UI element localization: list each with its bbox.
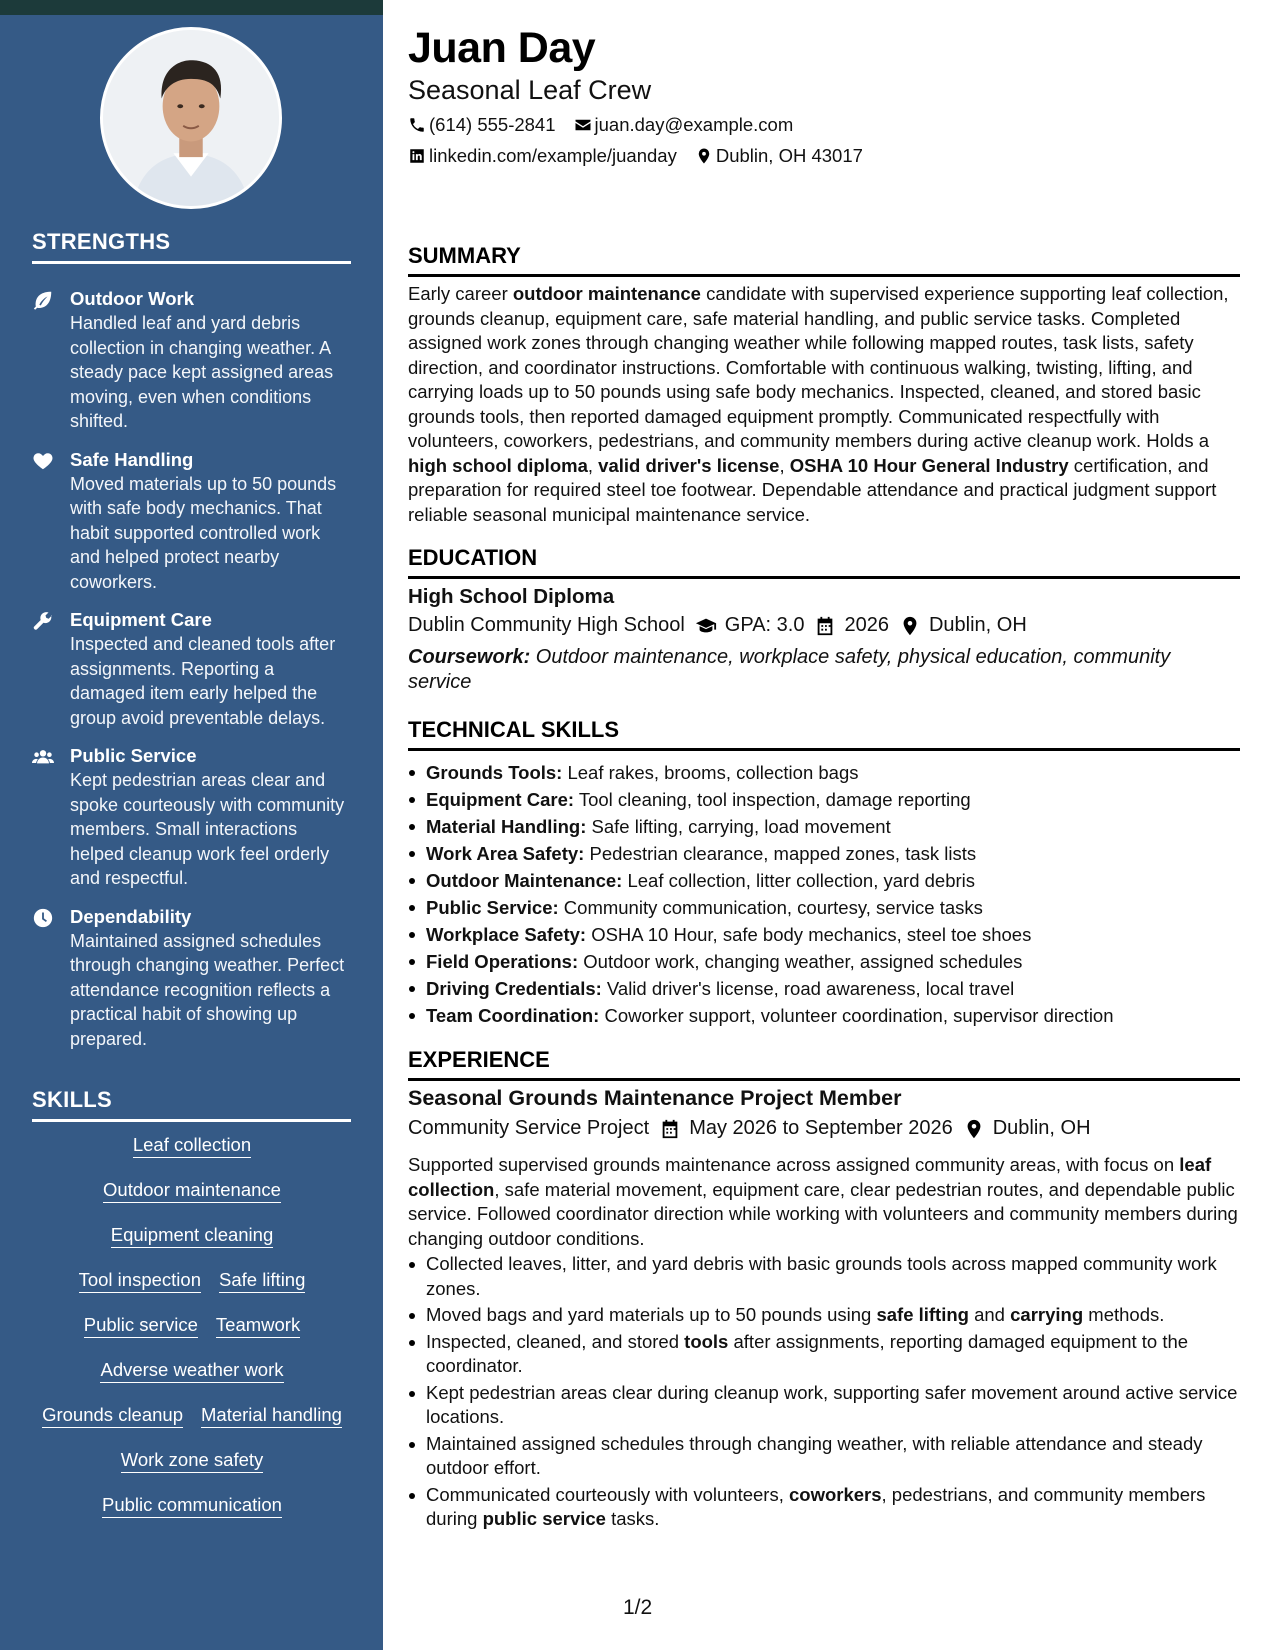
sidebar-top-bar [0,0,383,15]
summary-segment-bold: valid driver's license [598,454,780,476]
strength-description: Handled leaf and yard debris collection in changing weather. A steady pace kept assigned areas moving, even when conditions shifted. [70,313,334,431]
summary-segment: , [587,454,599,476]
list-item [408,813,1240,840]
job-details [408,1117,1091,1140]
list-item [408,1303,1240,1328]
profile-photo-illustration [103,30,279,206]
job-location: Dublin, OH [992,1117,1091,1139]
description-segment-bold: leaf collection [408,1154,1212,1200]
list-item [408,786,1240,813]
job-title: Seasonal Leaf Crew [408,75,652,105]
skill-values: OSHA 10 Hour, safe body mechanics, steel toe shoes [586,924,1032,945]
skill-category: Team Coordination: [426,1005,600,1026]
bullet-segment: and [968,1304,1011,1325]
leaf-icon [32,287,70,434]
education-details [408,614,1027,637]
job-description [408,1153,1240,1251]
technical-skills-heading: TECHNICAL SKILLS [408,717,1240,751]
strength-title: Safe Handling [70,448,194,470]
description-segment: , safe material movement, equipment care, clear pedestrian routes, and dependable public service. Followed coordinator direction while working with volunteers and community members during changing outdoor conditions. [408,1178,1238,1249]
summary-segment: certification, and preparation for required steel toe footwear. Dependable attendance and practical judgment support reliable seasonal municipal maintenance service. [408,454,1217,525]
skill-values: Leaf rakes, brooms, collection bags [562,762,859,783]
skill-values: Pedestrian clearance, mapped zones, task lists [584,843,977,864]
strength-title: Dependability [70,905,192,927]
skill-values: Community communication, courtesy, service tasks [558,897,983,918]
bullet-segment: Kept pedestrian areas clear during cleanup work, supporting safer movement around active service locations. [426,1381,1238,1427]
skill-values: Safe lifting, carrying, load movement [586,816,891,837]
location-text: Dublin, OH 43017 [715,145,863,166]
skill-tag: Material handling [201,1402,342,1428]
envelope-icon [574,116,592,134]
clock-icon [32,905,70,1052]
skill-tag: Teamwork [216,1312,300,1338]
skill-tag: Outdoor maintenance [103,1177,281,1203]
list-item [408,1330,1240,1379]
list-item [408,921,1240,948]
email-contact[interactable] [574,114,794,136]
skill-tag: Safe lifting [219,1267,305,1293]
list-item [408,1381,1240,1430]
summary-segment: Early career [408,283,513,304]
profile-photo [100,27,282,209]
skill-tag: Public communication [102,1492,282,1518]
skill-category: Public Service: [426,897,559,918]
list-item [408,759,1240,786]
list-item [408,1002,1240,1029]
bullet-segment: Maintained assigned schedules through changing weather, with reliable attendance and steady outdoor effort. [426,1432,1203,1478]
gpa: GPA: 3.0 [724,614,805,636]
strength-item [32,608,352,730]
job-dates: May 2026 to September 2026 [689,1117,953,1139]
skill-category: Equipment Care: [426,789,575,810]
job-achievements [408,1252,1240,1534]
technical-skills-list [408,759,1240,1029]
skill-category: Workplace Safety: [426,924,587,945]
skill-category: Outdoor Maintenance: [426,870,623,891]
strength-item [32,287,352,434]
summary-segment-bold: outdoor maintenance [512,283,701,304]
bullet-segment: , pedestrians, and community members during [426,1483,1206,1529]
strength-description: Moved materials up to 50 pounds with safe body mechanics. That habit supported controlled work and helped protect nearby coworkers. [70,473,337,592]
summary-segment: , [779,454,790,476]
bullet-segment-bold: public service [482,1508,606,1529]
skill-tag: Public service [84,1312,198,1338]
strengths-heading: STRENGTHS [32,229,351,264]
candidate-name: Juan Day [408,24,596,72]
phone-contact[interactable] [408,114,556,136]
list-item [408,1252,1240,1301]
list-item [408,1432,1240,1481]
coursework [408,645,1228,695]
skill-category: Driving Credentials: [426,978,602,999]
strength-description: Maintained assigned schedules through changing weather. Perfect attendance recognition reflects a practical habit of showing up prepared. [70,930,345,1049]
skill-values: Tool cleaning, tool inspection, damage reporting [574,789,971,810]
strength-item [32,905,352,1052]
bullet-segment: methods. [1083,1304,1165,1325]
summary-segment: candidate with supervised experience supporting leaf collection, grounds cleanup, equipment care, safe material handling, and public service tasks. Completed assigned work zones through changing weather while following mapped routes, task lists, safety direction, and coordinator instructions. Comfortable with continuous walking, twisting, lifting, and carrying loads up to 50 pounds using safe body mechanics. Inspected, cleaned, and stored basic grounds tools, then reported damaged equipment promptly. Communicated respectfully with volunteers, coworkers, pedestrians, and community members during active cleanup work. Holds a [408,283,1229,451]
graduation-cap-icon [695,615,717,637]
skill-category: Work Area Safety: [426,843,585,864]
list-item [408,894,1240,921]
skill-values: Leaf collection, litter collection, yard debris [622,870,976,891]
job-position: Seasonal Grounds Maintenance Project Member [408,1086,902,1110]
summary-heading: SUMMARY [408,243,1240,277]
education-heading: EDUCATION [408,545,1240,579]
users-icon [32,744,70,891]
skill-values: Coworker support, volunteer coordination, supervisor direction [599,1005,1114,1026]
location-contact [695,145,863,167]
bullet-segment: Inspected, cleaned, and stored [426,1330,685,1352]
list-item [408,975,1240,1002]
degree-title: High School Diploma [408,585,615,608]
skill-values: Valid driver's license, road awareness, local travel [601,978,1015,999]
skill-category: Material Handling: [426,816,587,837]
list-item [408,840,1240,867]
bullet-segment: Moved bags and yard materials up to 50 pounds using [426,1304,877,1325]
bullet-segment: after assignments, reporting damaged equipment to the coordinator. [426,1330,1189,1376]
bullet-segment: Communicated courteously with volunteers, [426,1483,789,1505]
bullet-segment: Collected leaves, litter, and yard debris with basic grounds tools across mapped community work zones. [426,1253,1217,1299]
summary-text [408,282,1240,527]
skill-category: Field Operations: [426,951,579,972]
list-item [408,1483,1240,1532]
skill-tag: Grounds cleanup [42,1402,183,1428]
coursework-list: Outdoor maintenance, workplace safety, physical education, community service [408,646,1171,693]
calendar-icon [659,1118,681,1140]
calendar-icon [814,615,836,637]
skill-tag: Tool inspection [79,1267,201,1293]
list-item [408,867,1240,894]
coursework-label: Coursework: [408,646,531,668]
bullet-segment-bold: coworkers [788,1483,882,1505]
linkedin-contact[interactable] [408,145,677,167]
sidebar [0,0,383,1650]
strength-description: Inspected and cleaned tools after assignments. Reporting a damaged item early helped the group avoid preventable delays. [70,634,336,728]
description-segment: Supported supervised grounds maintenance across assigned community areas, with focus on [408,1154,1180,1175]
contact-row [408,145,863,167]
skill-tag: Work zone safety [121,1447,264,1473]
school-location: Dublin, OH [928,614,1027,636]
wrench-icon [32,608,70,730]
skills-cloud [32,1132,352,1537]
summary-segment-bold: high school diploma [408,454,588,476]
skill-values: Outdoor work, changing weather, assigned schedules [578,951,1023,972]
bullet-segment: tasks. [605,1508,660,1529]
organization-name: Community Service Project [408,1117,650,1139]
skills-heading: SKILLS [32,1087,351,1122]
bullet-segment-bold: carrying [1010,1304,1084,1325]
map-pin-icon [899,615,921,637]
strength-title: Public Service [70,745,197,766]
linkedin-url: linkedin.com/example/juanday [429,145,677,166]
experience-heading: EXPERIENCE [408,1047,1240,1081]
email-address: juan.day@example.com [594,114,794,135]
linkedin-icon [408,147,426,165]
heart-icon [32,448,70,595]
strength-item [32,448,352,595]
bullet-segment-bold: safe lifting [876,1304,969,1325]
strength-title: Equipment Care [70,609,212,630]
phone-icon [408,116,426,134]
strength-title: Outdoor Work [70,288,195,309]
bullet-segment-bold: tools [684,1330,729,1352]
strengths-list [32,287,352,1065]
strength-description: Kept pedestrian areas clear and spoke courteously with community members. Small interactions helped cleanup work feel orderly and respectful. [70,770,345,888]
map-pin-icon [695,147,713,165]
list-item [408,948,1240,975]
summary-segment-bold: OSHA 10 Hour General Industry [789,454,1069,476]
graduation-year: 2026 [844,614,889,636]
strength-item [32,744,352,891]
skill-tag: Adverse weather work [100,1357,283,1383]
phone-number: (614) 555-2841 [429,114,556,135]
skill-category: Grounds Tools: [426,762,563,783]
contact-row [408,114,793,136]
school-name: Dublin Community High School [408,614,685,636]
page-number: 1/2 [623,1596,653,1619]
map-pin-icon [963,1118,985,1140]
skill-tag: Equipment cleaning [111,1222,274,1248]
skill-tag: Leaf collection [133,1132,251,1158]
